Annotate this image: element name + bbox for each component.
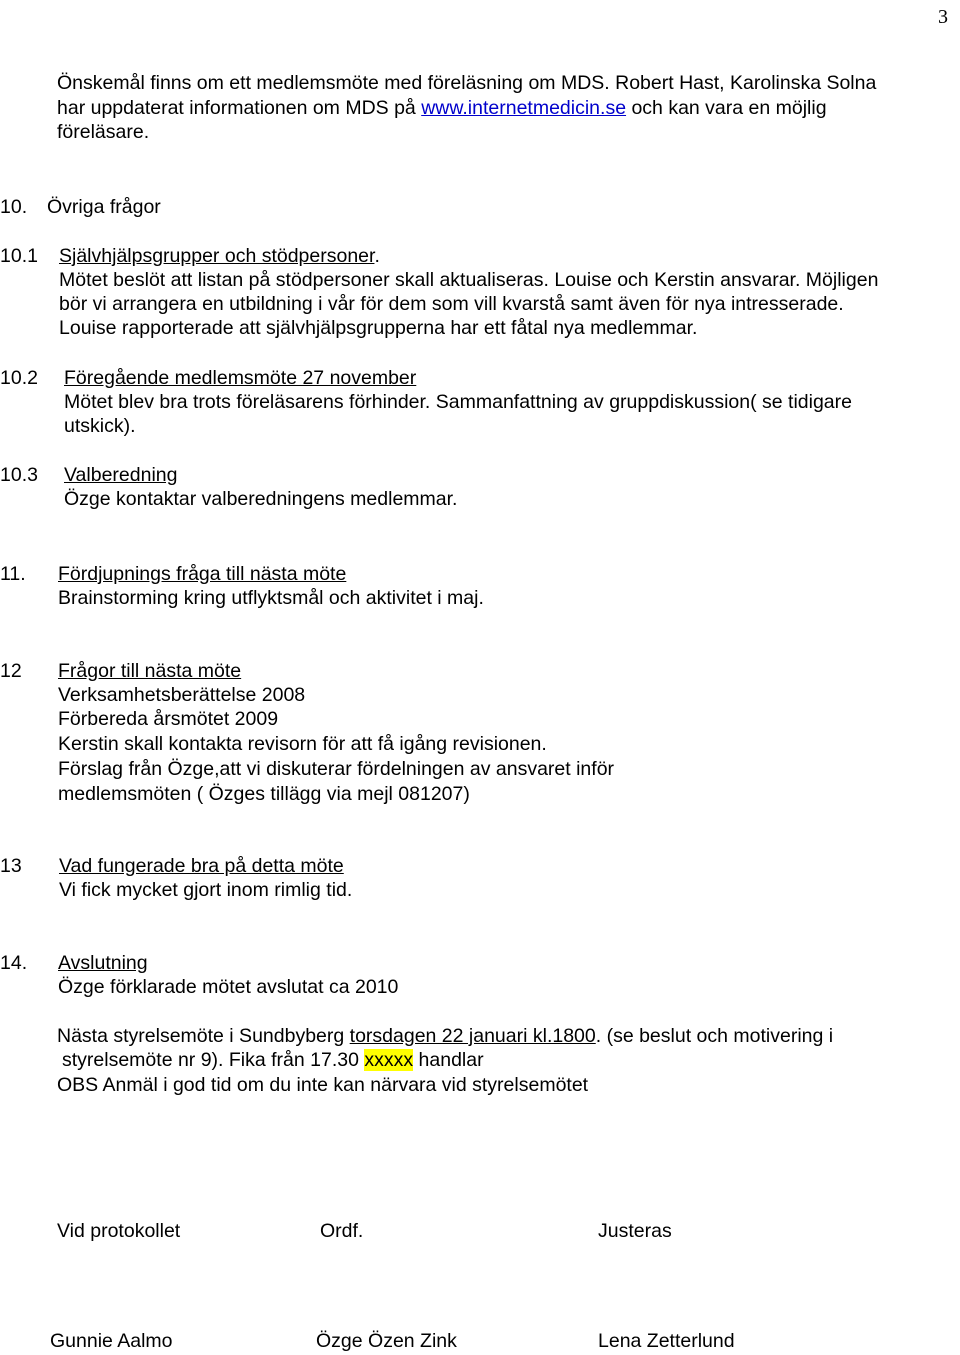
section-12-line-5: medlemsmöten ( Özges tillägg via mejl 081207) (58, 783, 470, 805)
next-meeting-line-3: OBS Anmäl i god tid om du inte kan närvara vid styrelsemötet (57, 1074, 589, 1096)
next-meeting-date: torsdagen 22 januari kl.1800 (349, 1025, 596, 1047)
signature-name-chair: Özge Özen Zink (316, 1330, 457, 1352)
highlighted-placeholder: xxxxx (364, 1049, 414, 1071)
section-12-line-4: Förslag från Özge,att vi diskuterar fördelningen av ansvaret inför (58, 758, 615, 780)
internetmedicin-link[interactable]: www.internetmedicin.se (421, 97, 627, 119)
section-10-1-heading (59, 244, 380, 268)
section-10-2-line-2: utskick). (64, 415, 136, 437)
section-11-line-1: Brainstorming kring utflyktsmål och aktivitet i maj. (58, 587, 484, 609)
next-meeting-line-1 (57, 1024, 833, 1048)
signature-role-chair: Ordf. (320, 1220, 364, 1242)
intro-line-2-tail: och kan vara en möjlig (626, 97, 827, 119)
section-10-2-number: 10.2 (0, 367, 38, 389)
section-10-1-line-1: Mötet beslöt att listan på stödpersoner skall aktualiseras. Louise och Kerstin ansvarar. Möjligen (59, 269, 879, 291)
signature-name-protocol: Gunnie Aalmo (50, 1330, 173, 1352)
section-13-number: 13 (0, 855, 22, 877)
section-10-2-line-1: Mötet blev bra trots föreläsarens förhinder. Sammanfattning av gruppdiskussion( se tidigare (64, 391, 852, 413)
intro-line-2-text: har uppdaterat informationen om MDS på (57, 97, 422, 119)
section-12-line-1: Verksamhetsberättelse 2008 (58, 684, 306, 706)
section-10-1-number: 10.1 (0, 245, 38, 267)
page-number: 3 (938, 6, 948, 28)
next-meeting-line-2 (62, 1048, 484, 1072)
section-12-number: 12 (0, 660, 22, 682)
section-11-title: Fördjupnings fråga till nästa möte (58, 563, 347, 585)
section-10-title: Övriga frågor (47, 196, 161, 218)
section-14-number: 14. (0, 952, 28, 974)
next-meeting-line-2-tail: handlar (413, 1049, 484, 1071)
section-14-title: Avslutning (58, 952, 148, 974)
next-meeting-line-1-tail: . (se beslut och motivering i (595, 1025, 834, 1047)
next-meeting-line-1-text: Nästa styrelsemöte i Sundbyberg (57, 1025, 350, 1047)
section-10-3-line-1: Özge kontaktar valberedningens medlemmar. (64, 488, 458, 510)
section-10-number: 10. (0, 196, 28, 218)
next-meeting-line-2-text: styrelsemöte nr 9). Fika från 17.30 (62, 1049, 365, 1071)
intro-line-2 (57, 96, 827, 120)
section-10-1-line-3: Louise rapporterade att självhjälpsgrupperna har ett fåtal nya medlemmar. (59, 317, 698, 339)
signature-role-protocol: Vid protokollet (57, 1220, 181, 1242)
section-13-line-1: Vi fick mycket gjort inom rimlig tid. (59, 879, 353, 901)
section-10-3-title: Valberedning (64, 464, 178, 486)
section-11-number: 11. (0, 563, 26, 585)
section-12-line-2: Förbereda årsmötet 2009 (58, 708, 279, 730)
section-10-3-number: 10.3 (0, 464, 38, 486)
signature-name-adjuster: Lena Zetterlund (598, 1330, 735, 1352)
section-14-line-1: Özge förklarade mötet avslutat ca 2010 (58, 976, 399, 998)
section-12-title: Frågor till nästa möte (58, 660, 242, 682)
section-10-1-title-end: . (374, 245, 380, 267)
section-10-2-title: Föregående medlemsmöte 27 november (64, 367, 417, 389)
signature-role-adjuster: Justeras (598, 1220, 672, 1242)
intro-line-1: Önskemål finns om ett medlemsmöte med föreläsning om MDS. Robert Hast, Karolinska Solna (57, 72, 877, 94)
section-13-title: Vad fungerade bra på detta möte (59, 855, 344, 877)
intro-line-3: föreläsare. (57, 121, 150, 143)
section-10-1-line-2: bör vi arrangera en utbildning i vår för dem som vill kvarstå samt även för nya intresserade. (59, 293, 844, 315)
section-10-1-title: Självhjälpsgrupper och stödpersoner (59, 245, 375, 267)
section-12-line-3: Kerstin skall kontakta revisorn för att få igång revisionen. (58, 733, 547, 755)
